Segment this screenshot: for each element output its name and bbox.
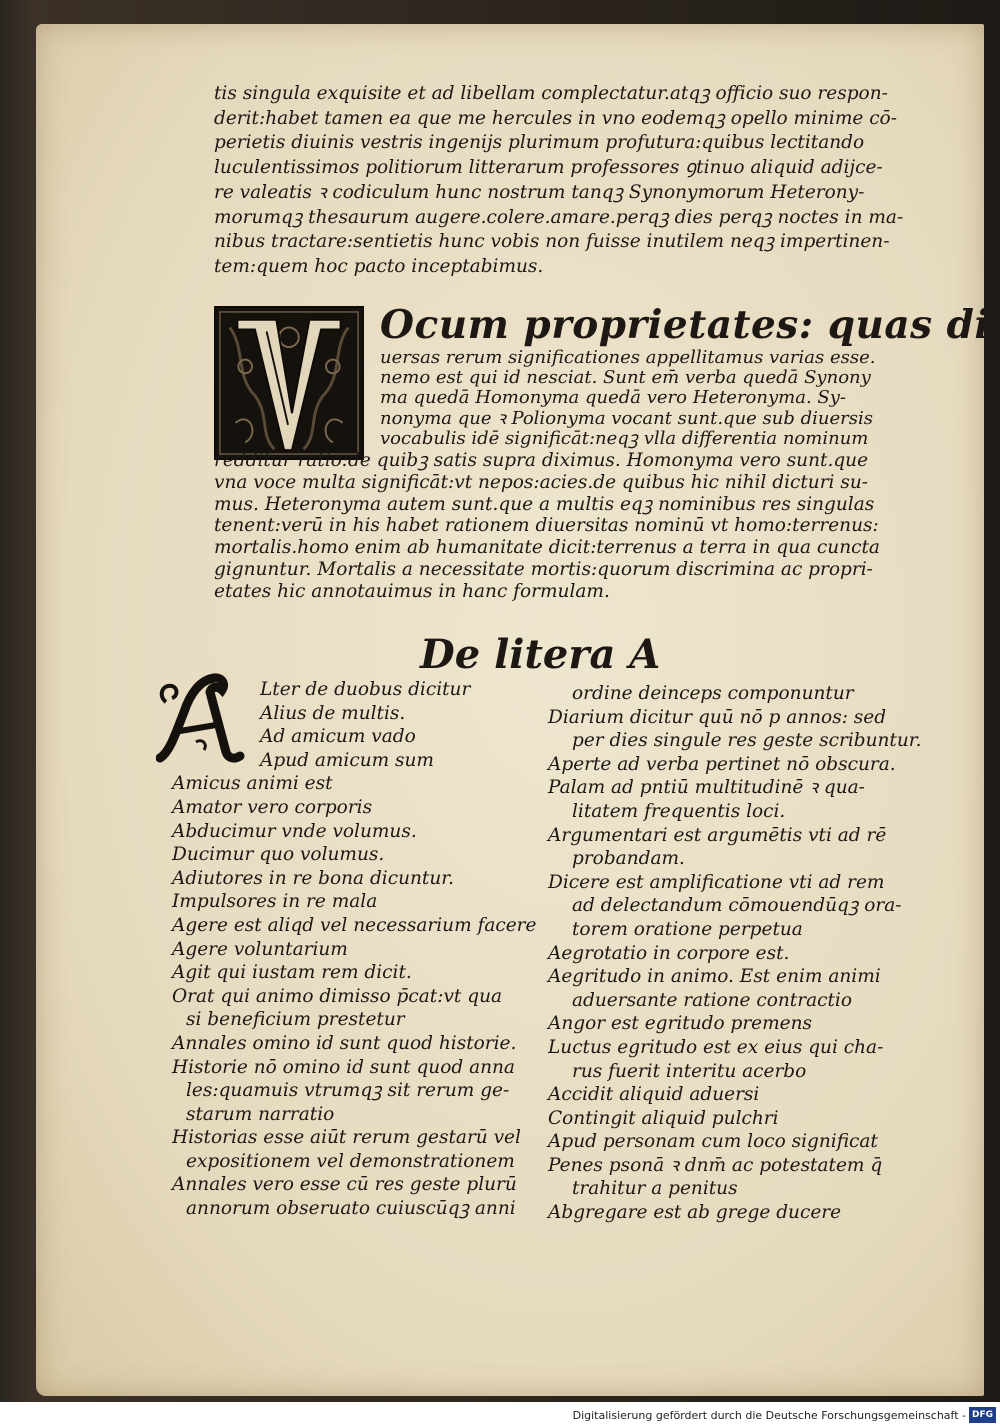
entry-line: Angor est egritudo premens <box>548 1013 813 1035</box>
entry-line: per dies singule res geste scribuntur. <box>572 730 922 752</box>
paragraph-line: mortalis.homo enim ab humanitate dicit:terrenus a terra in qua cuncta <box>214 537 880 559</box>
entry-line: Apud amicum sum <box>260 749 434 771</box>
entry-line: Alius de multis. <box>260 702 406 724</box>
entry-line: si beneficium prestetur <box>186 1009 405 1031</box>
entry-line: Aperte ad verba pertinet nō obscura. <box>548 753 896 775</box>
intro-line: derit:habet tamen ea que me hercules in vno eodemqꝫ opello minime cō- <box>214 107 897 129</box>
intro-line: perietis diuinis vestris ingenijs plurimum profutura:quibus lectitando <box>214 132 865 154</box>
entry-line: litatem frequentis loci. <box>572 800 786 822</box>
entry-line: aduersante ratione contractio <box>572 989 852 1011</box>
entry-line: Agere voluntarium <box>172 938 348 960</box>
intro-line: morumqꝫ thesaurum augere.colere.amare.perqꝫ dies perqꝫ noctes in ma- <box>214 206 904 228</box>
entry-line: Accidit aliquid aduersi <box>548 1084 760 1106</box>
entries-left-column <box>172 678 536 1221</box>
paragraph-line: vna voce multa significāt:vt nepos:acies.de quibus hic nihil dicturi su- <box>214 471 869 493</box>
entry-line: Aegrotatio in corpore est. <box>548 942 790 964</box>
entry-line: Annales vero esse cū res geste plurū <box>172 1174 517 1196</box>
entry-line: ad delectandum cōmouendūqꝫ ora- <box>572 895 902 917</box>
paragraph-line: gignuntur. Mortalis a necessitate mortis:quorum discrimina ac propri- <box>214 558 873 580</box>
entry-line: Apud personam cum loco significat <box>548 1131 878 1153</box>
intro-line: tis singula exquisite et ad libellam complectatur.atqꝫ officio suo respon- <box>214 83 888 104</box>
digitization-credit: Digitalisierung gefördert durch die Deutsche Forschungsgemeinschaft - <box>572 1409 966 1422</box>
intro-line: tem:quem hoc pacto inceptabimus. <box>214 255 544 277</box>
entry-line: Argumentari est argumētis vti ad rē <box>548 824 887 846</box>
opening-heading: Ocum proprietates: quas di <box>380 302 990 348</box>
entry-line: Diarium dicitur quū nō p annos: sed <box>548 706 887 728</box>
entry-line: les:quamuis vtrumqꝫ sit rerum ge- <box>186 1080 510 1102</box>
entry-line: Annales omino id sunt quod historie. <box>172 1032 517 1054</box>
decorated-initial-v <box>214 306 364 460</box>
entry-line: Penes psonā ꝛ dnm̄ ac potestatem q̄ <box>548 1154 883 1176</box>
initial-v-woodcut <box>216 308 362 458</box>
entry-line: Ducimur quo volumus. <box>172 844 385 866</box>
entry-line: probandam. <box>572 848 685 870</box>
intro-line: re valeatis ꝛ codiculum hunc nostrum tanqꝫ Synonymorum Heterony- <box>214 181 865 203</box>
entry-line: Abgregare est ab grege ducere <box>548 1202 842 1224</box>
entry-line: trahitur a penitus <box>572 1178 738 1200</box>
paragraph-line: ma quedā Homonyma quedā vero Heteronyma. Sy- <box>380 387 846 409</box>
dfg-logo[interactable]: DFG <box>969 1407 996 1423</box>
entry-line: Luctus egritudo est ex eius qui cha- <box>548 1036 884 1058</box>
entry-line: Adiutores in re bona dicuntur. <box>172 867 454 889</box>
entry-line: Ad amicum vado <box>260 726 416 748</box>
paragraph-line: mus. Heteronyma autem sunt.que a multis eqꝫ nominibus res singulas <box>214 493 875 515</box>
entry-line: Lter de duobus dicitur <box>260 679 471 700</box>
paragraph-line: etates hic annotauimus in hanc formulam. <box>214 580 610 602</box>
intro-paragraph <box>214 82 934 280</box>
opening-paragraph-beside-initial <box>380 348 940 449</box>
section-title: De litera A <box>420 631 661 678</box>
entry-line: annorum obseruato cuiuscūqꝫ anni <box>186 1198 516 1220</box>
entry-line: ordine deinceps componuntur <box>572 683 854 704</box>
intro-line: nibus tractare:sentietis hunc vobis non fuisse inutilem neqꝫ impertinen- <box>214 231 890 253</box>
entry-line: expositionem vel demonstrationem <box>186 1150 515 1172</box>
entry-line: Aegritudo in animo. Est enim animi <box>548 966 881 988</box>
entry-line: Agit qui iustam rem dicit. <box>172 962 412 984</box>
entry-line: Impulsores in re mala <box>172 891 378 913</box>
paragraph-line: tenent:verū in his habet rationem diuersitas nominū vt homo:terrenus: <box>214 515 879 537</box>
entry-line: Historie nō omino id sunt quod anna <box>172 1056 515 1078</box>
paragraph-line: uersas rerum significationes appellitamus varias esse. <box>380 347 876 368</box>
entries-right-column <box>548 682 921 1225</box>
paragraph-line: vocabulis idē significāt:neqꝫ vlla differentia nominum <box>380 427 869 449</box>
paragraph-line: redditur ratio:de quibꝫ satis supra diximus. Homonyma vero sunt.que <box>214 450 869 471</box>
entry-line: Orat qui animo dimisso p̄cat:vt qua <box>172 985 503 1007</box>
paragraph-line: nonyma que ꝛ Polionyma vocant sunt.que sub diuersis <box>380 407 873 429</box>
entry-line: Amator vero corporis <box>172 796 373 818</box>
entry-line: Agere est aliqd vel necessarium facere <box>172 914 537 936</box>
entry-line: torem oratione perpetua <box>572 918 803 940</box>
entry-line: Dicere est amplificatione vti ad rem <box>548 871 885 893</box>
entry-line: Palam ad pntiū multitudinē ꝛ qua- <box>548 777 865 799</box>
entry-line: Historias esse aiūt rerum gestarū vel <box>172 1127 521 1149</box>
entry-line: Abducimur vnde volumus. <box>172 820 417 842</box>
opening-paragraph-continued <box>214 450 934 603</box>
entry-line: starum narratio <box>186 1103 335 1125</box>
paragraph-line: nemo est qui id nesciat. Sunt em̄ verba quedā Synony <box>380 367 871 389</box>
entry-line: Contingit aliquid pulchri <box>548 1107 779 1129</box>
intro-line: luculentissimos politiorum litterarum professores ꝯtinuo aliquid adijce- <box>214 157 883 179</box>
entry-line: rus fuerit interitu acerbo <box>572 1060 807 1082</box>
entry-line: Amicus animi est <box>172 773 333 795</box>
